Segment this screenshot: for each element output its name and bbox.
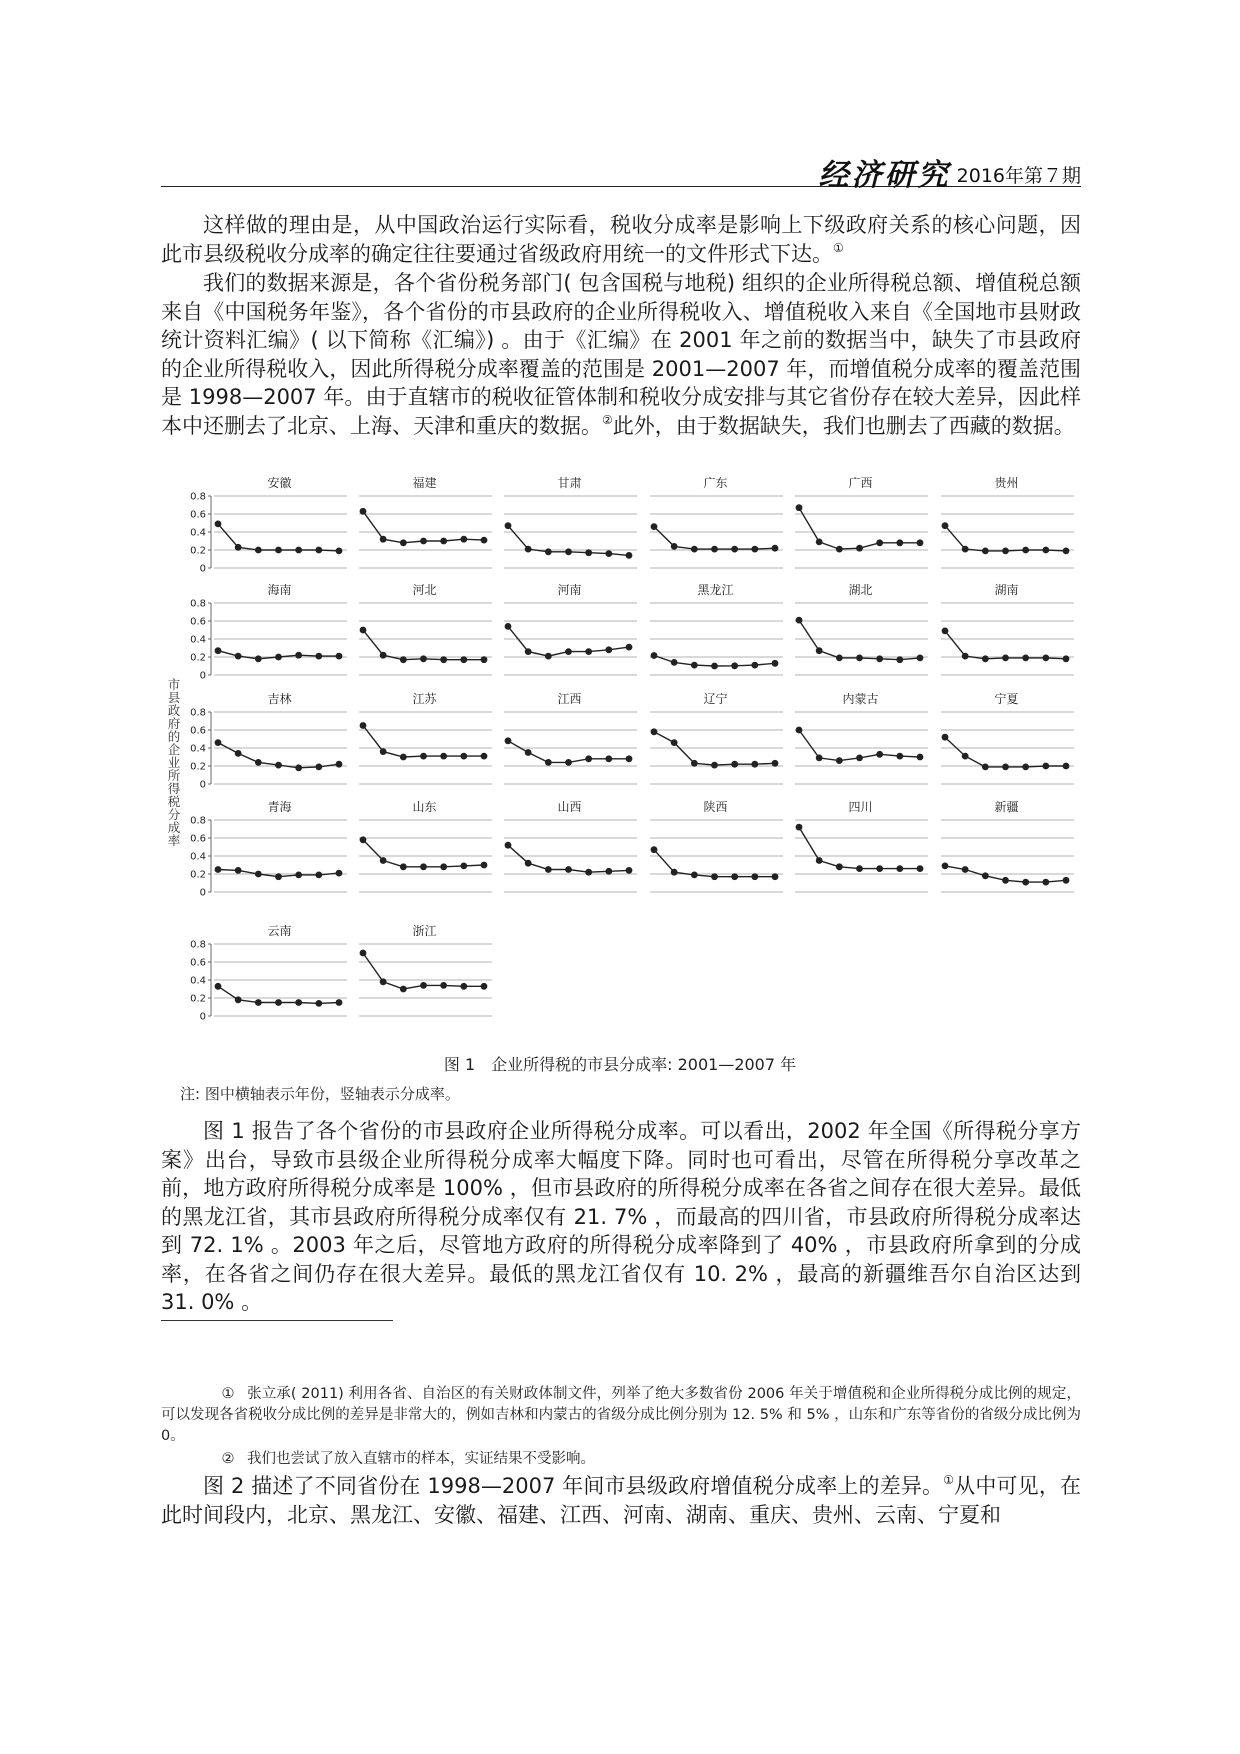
data-point: [380, 652, 387, 659]
data-point: [942, 522, 949, 529]
data-point: [1022, 655, 1029, 662]
chart-panel: [795, 691, 928, 784]
panel-title: 广西: [848, 476, 873, 490]
footnote-mark: ②: [221, 1451, 235, 1467]
y-tick-label: 0.2: [190, 652, 206, 664]
chart-panel: [941, 582, 1074, 675]
data-point: [917, 865, 924, 872]
data-point: [380, 748, 387, 755]
chart-panel: [650, 582, 783, 675]
chart-panel: [650, 475, 783, 568]
data-point: [295, 999, 302, 1006]
chart-panel: [359, 692, 492, 784]
data-point: [896, 753, 903, 760]
y-tick-label: 0.8: [190, 598, 206, 610]
chart-panel: [359, 475, 492, 568]
chart-panel: [190, 582, 347, 682]
data-point: [420, 655, 427, 662]
panel-title: 海南: [267, 583, 292, 597]
data-point: [1042, 655, 1049, 662]
chart-panel: [359, 583, 492, 675]
y-tick-label: 0.2: [190, 993, 206, 1005]
data-point: [315, 1000, 322, 1007]
data-point: [962, 546, 969, 553]
data-point: [836, 757, 843, 764]
paragraph-text: 图 1 报告了各个省份的市县政府企业所得税分成率。可以看出，2002 年全国《所得税分享方案》出台，导致市县级企业所得税分成率大幅度下降。同时也可看出，尽管在所得税分享改革之前，地方政府所得税分成率是 100% ，但市县政府的所得税分成率在各省之间存在很大差异。最低的黑龙江省，其市县政府所得税分成率仅有 21. 7% ，而最高的四川省，市县政府所得税分成率达到 72. 1% 。2003 年之后，尽管地方政府的所得税分成率降到了 40% ，市县政府所拿到的分成率，在各省之间仍存在很大差异。最低的黑龙江省仅有 10. 2% ，最高的新疆维吾尔自治区达到 31. 0% 。: [161, 1119, 1081, 1314]
data-point: [565, 648, 572, 655]
y-tick-label: 0.4: [190, 851, 206, 863]
data-point: [420, 753, 427, 760]
data-point: [651, 728, 658, 735]
footnote-text: 张立承( 2011) 利用各省、自治区的有关财政体制文件，列举了绝大多数省份 2006 年关于增值税和企业所得税分成比例的规定，可以发现各省税收分成比例的差异是非常大的，例如吉林和内蒙古的省级分成比例分别为 12. 5% 和 5% ，山东和广东等省份的省级分成比例为 0。: [161, 1386, 1081, 1444]
data-point: [816, 857, 823, 864]
data-point: [836, 655, 843, 662]
data-point: [856, 545, 863, 552]
data-point: [731, 662, 738, 669]
y-tick-label: 0.8: [190, 815, 206, 827]
data-point: [440, 753, 447, 760]
panel-title: 陕西: [703, 800, 728, 814]
y-tick-label: 0.8: [190, 707, 206, 719]
data-point: [856, 755, 863, 762]
panel-title: 云南: [267, 924, 292, 938]
figure-small-multiples: [160, 470, 1080, 1020]
data-point: [605, 550, 612, 557]
data-point: [585, 755, 592, 762]
data-point: [876, 865, 883, 872]
data-point: [982, 764, 989, 771]
data-point: [691, 872, 698, 879]
body-paragraph-3: [161, 1117, 1081, 1317]
data-point: [360, 722, 367, 729]
data-point: [1063, 655, 1070, 662]
data-point: [605, 868, 612, 875]
data-point: [942, 628, 949, 635]
y-tick-label: 0.8: [190, 939, 206, 951]
figure-note: 注: 图中横轴表示年份，竖轴表示分成率。: [180, 1085, 460, 1103]
chart-panel: [650, 692, 783, 784]
data-point: [525, 860, 532, 867]
data-point: [836, 546, 843, 553]
data-point: [942, 863, 949, 870]
panel-title: 内蒙古: [842, 692, 879, 706]
chart-panel: [795, 582, 928, 675]
panel-title: 河北: [412, 583, 437, 597]
data-point: [671, 659, 678, 666]
data-point: [651, 652, 658, 659]
data-point: [275, 654, 282, 661]
data-point: [917, 655, 924, 662]
data-point: [460, 863, 467, 870]
data-point: [731, 873, 738, 880]
data-point: [295, 872, 302, 879]
data-point: [711, 663, 718, 670]
y-tick-label: 0.2: [190, 869, 206, 881]
data-point: [235, 996, 242, 1003]
data-point: [982, 872, 989, 879]
chart-panel: [795, 800, 928, 892]
footnote-text: 我们也尝试了放入直辖市的样本，实证结果不受影响。: [247, 1451, 595, 1467]
panel-title: 黑龙江: [697, 583, 734, 597]
y-tick-label: 0.4: [190, 527, 206, 539]
data-point: [711, 546, 718, 553]
data-point: [215, 647, 222, 654]
data-point: [796, 727, 803, 734]
data-point: [360, 627, 367, 634]
data-point: [917, 539, 924, 546]
data-point: [1002, 548, 1009, 555]
data-point: [295, 547, 302, 554]
data-point: [505, 737, 512, 744]
chart-panel: [190, 923, 347, 1020]
data-point: [772, 660, 779, 667]
data-point: [772, 545, 779, 552]
panel-title: 甘肃: [557, 476, 582, 490]
data-point: [400, 754, 407, 761]
panel-title: 江苏: [412, 692, 437, 706]
data-point: [626, 755, 633, 762]
data-point: [816, 539, 823, 546]
y-tick-label: 0.4: [190, 743, 206, 755]
chart-panel: [504, 692, 637, 784]
data-point: [856, 655, 863, 662]
data-point: [585, 549, 592, 556]
y-tick-label: 0: [199, 563, 206, 575]
data-point: [565, 866, 572, 873]
data-point: [1063, 763, 1070, 770]
data-point: [380, 857, 387, 864]
data-point: [585, 869, 592, 876]
data-point: [876, 539, 883, 546]
panel-title: 山东: [412, 800, 437, 814]
data-point: [917, 754, 924, 761]
data-point: [545, 548, 552, 555]
data-point: [315, 653, 322, 660]
chart-panel: [190, 691, 347, 791]
data-point: [691, 662, 698, 669]
y-tick-label: 0.6: [190, 725, 206, 737]
data-point: [460, 753, 467, 760]
data-point: [460, 536, 467, 543]
data-point: [545, 653, 552, 660]
data-point: [380, 536, 387, 543]
data-point: [380, 978, 387, 985]
data-point: [896, 539, 903, 546]
panel-title: 山西: [557, 800, 582, 814]
data-point: [896, 865, 903, 872]
journal-issue: 2016年第７期: [956, 165, 1081, 187]
panel-title: 广东: [703, 476, 728, 490]
panel-title: 吉林: [267, 692, 292, 706]
data-point: [336, 761, 343, 768]
panel-title: 浙江: [412, 924, 437, 938]
y-tick-label: 0.6: [190, 833, 206, 845]
panel-title: 湖南: [994, 583, 1019, 597]
panel-title: 新疆: [994, 800, 1019, 814]
y-tick-label: 0: [199, 779, 206, 791]
figure-y-axis-label: 市县政府的企业所得税分成率: [167, 677, 181, 848]
data-point: [982, 655, 989, 662]
panel-title: 青海: [267, 800, 292, 814]
data-point: [651, 523, 658, 530]
data-point: [751, 761, 758, 768]
data-point: [315, 764, 322, 771]
data-point: [711, 762, 718, 769]
chart-panel: [359, 800, 492, 892]
data-point: [796, 824, 803, 831]
y-tick-label: 0: [199, 670, 206, 682]
y-tick-label: 0.8: [190, 491, 206, 503]
paragraph-text: 图 2 描述了不同省份在 1998—2007 年间市县级政府增值税分成率上的差异。: [203, 1474, 944, 1498]
y-tick-label: 0.6: [190, 509, 206, 521]
data-point: [626, 644, 633, 651]
data-point: [962, 866, 969, 873]
data-point: [605, 646, 612, 653]
journal-logo: 经济研究: [818, 158, 951, 193]
data-point: [336, 548, 343, 555]
panel-title: 宁夏: [994, 692, 1019, 706]
data-point: [235, 544, 242, 551]
journal-title: [819, 150, 1081, 194]
data-point: [525, 749, 532, 756]
data-point: [651, 846, 658, 853]
chart-panel: [941, 800, 1074, 892]
data-point: [460, 983, 467, 990]
chart-panel: [941, 692, 1074, 784]
data-point: [711, 873, 718, 880]
data-point: [315, 547, 322, 554]
data-point: [545, 759, 552, 766]
data-point: [731, 546, 738, 553]
series-line: [945, 737, 1066, 767]
footnote-2: [161, 1449, 1081, 1470]
y-tick-label: 0.2: [190, 761, 206, 773]
data-point: [255, 655, 262, 662]
data-point: [336, 999, 343, 1006]
data-point: [731, 761, 738, 768]
data-point: [400, 863, 407, 870]
data-point: [962, 653, 969, 660]
data-point: [772, 873, 779, 880]
data-point: [460, 656, 467, 663]
body-paragraph-2: [161, 269, 1081, 440]
data-point: [360, 508, 367, 515]
series-line: [799, 620, 920, 660]
data-point: [295, 764, 302, 771]
y-tick-label: 0: [199, 887, 206, 899]
data-point: [751, 873, 758, 880]
panel-title: 贵州: [994, 476, 1019, 490]
data-point: [215, 866, 222, 873]
data-point: [215, 983, 222, 990]
y-tick-label: 0: [199, 1011, 206, 1020]
data-point: [796, 617, 803, 624]
data-point: [816, 755, 823, 762]
series-line: [654, 732, 775, 765]
data-point: [440, 656, 447, 663]
body-paragraph-1: [161, 211, 1081, 268]
data-point: [420, 982, 427, 989]
data-point: [360, 950, 367, 957]
data-point: [816, 647, 823, 654]
footnote-ref[interactable]: ①: [833, 240, 844, 255]
data-point: [836, 863, 843, 870]
chart-panel: [650, 799, 783, 892]
data-point: [255, 759, 262, 766]
data-point: [1042, 547, 1049, 554]
data-point: [942, 734, 949, 741]
panel-title: 福建: [412, 476, 437, 490]
data-point: [481, 753, 488, 760]
data-point: [691, 760, 698, 767]
data-point: [585, 648, 592, 655]
data-point: [235, 750, 242, 757]
data-point: [400, 986, 407, 993]
data-point: [481, 983, 488, 990]
data-point: [876, 655, 883, 662]
data-point: [982, 548, 989, 555]
data-point: [505, 522, 512, 529]
data-point: [275, 999, 282, 1006]
chart-panel: [504, 475, 637, 568]
data-point: [671, 543, 678, 550]
footnote-divider: [161, 1320, 393, 1321]
data-point: [440, 538, 447, 545]
data-point: [1063, 548, 1070, 555]
data-point: [691, 546, 698, 553]
data-point: [255, 999, 262, 1006]
data-point: [400, 656, 407, 663]
data-point: [420, 863, 427, 870]
paragraph-text: 我们的数据来源是，各个省份税务部门( 包含国税与地税) 组织的企业所得税总额、增值税总额来自《中国税务年鉴》，各个省份的市县政府的企业所得税收入、增值税收入来自《全国地市县财政统计资料汇编》( 以下简称《汇编》) 。由于《汇编》在 2001 年之前的数据当中，缺失了市县政府的企业所得税收入，因此所得税分成率覆盖的范围是 2001—2007 年，而增值税分成率的覆盖范围是 1998—2007 年。由于直辖市的税收征管体制和税收分成安排与其它省份存在较大差异，因此样本中还删去了北京、上海、天津和重庆的数据。: [161, 271, 1081, 438]
data-point: [315, 872, 322, 879]
data-point: [1002, 877, 1009, 884]
panel-title: 湖北: [848, 583, 873, 597]
data-point: [671, 869, 678, 876]
data-point: [275, 762, 282, 769]
panel-title: 四川: [848, 800, 873, 814]
y-tick-label: 0.4: [190, 634, 206, 646]
data-point: [565, 759, 572, 766]
data-point: [440, 863, 447, 870]
paragraph-text: 此外，由于数据缺失，我们也删去了西藏的数据。: [612, 413, 1075, 438]
data-point: [420, 538, 427, 545]
data-point: [1002, 655, 1009, 662]
data-point: [856, 865, 863, 872]
data-point: [481, 537, 488, 544]
footnote-mark: ①: [221, 1386, 235, 1402]
footnote-ref[interactable]: ②: [602, 412, 613, 427]
data-point: [440, 982, 447, 989]
panel-title: 江西: [557, 692, 582, 706]
footnote-ref[interactable]: ①: [943, 1473, 955, 1487]
data-point: [876, 751, 883, 758]
page-header: [161, 146, 1081, 193]
chart-panel: [504, 800, 637, 892]
chart-panel: [504, 582, 637, 675]
data-point: [235, 867, 242, 874]
y-tick-label: 0.4: [190, 975, 206, 987]
data-point: [275, 873, 282, 880]
data-point: [896, 656, 903, 663]
data-point: [626, 552, 633, 559]
data-point: [605, 755, 612, 762]
footnote-1: [161, 1384, 1081, 1447]
panel-title: 安徽: [267, 476, 292, 490]
data-point: [1002, 764, 1009, 771]
data-point: [1063, 877, 1070, 884]
y-tick-label: 0.6: [190, 957, 206, 969]
y-tick-label: 0.6: [190, 616, 206, 628]
chart-panel: [359, 923, 492, 1016]
data-point: [525, 546, 532, 553]
data-point: [215, 739, 222, 746]
chart-panel: [190, 799, 347, 899]
body-paragraph-4: [161, 1472, 1081, 1529]
figure-caption: 图 1 企业所得税的市县分成率: 2001—2007 年: [443, 1055, 797, 1074]
paragraph-text: 从中可见，在此时间段内，北京、黑龙江、安徽、福建、江西、河南、湖南、重庆、贵州、云南、宁夏和: [161, 1474, 1082, 1527]
data-point: [751, 546, 758, 553]
data-point: [481, 862, 488, 869]
data-point: [336, 870, 343, 877]
data-point: [545, 866, 552, 873]
data-point: [255, 871, 262, 878]
data-point: [962, 753, 969, 760]
data-point: [505, 842, 512, 849]
data-point: [400, 539, 407, 546]
data-point: [235, 653, 242, 660]
panel-title: 辽宁: [703, 692, 728, 706]
data-point: [336, 653, 343, 660]
data-point: [360, 836, 367, 843]
data-point: [1022, 547, 1029, 554]
data-point: [215, 521, 222, 528]
data-point: [1042, 879, 1049, 886]
data-point: [565, 548, 572, 555]
y-tick-label: 0.2: [190, 545, 206, 557]
paragraph-text: 这样做的理由是，从中国政治运行实际看，税收分成率是影响上下级政府关系的核心问题，因此市县级税收分成率的确定往往要通过省级政府用统一的文件形式下达。: [161, 213, 1081, 266]
chart-panel: [190, 475, 347, 575]
data-point: [751, 662, 758, 669]
data-point: [481, 656, 488, 663]
data-point: [525, 648, 532, 655]
data-point: [1042, 763, 1049, 770]
data-point: [295, 652, 302, 659]
data-point: [1022, 879, 1029, 886]
data-point: [796, 504, 803, 511]
data-point: [1022, 764, 1029, 771]
data-point: [772, 760, 779, 767]
panel-title: 河南: [557, 583, 582, 597]
data-point: [671, 739, 678, 746]
chart-panel: [941, 475, 1074, 568]
data-point: [275, 547, 282, 554]
data-point: [626, 867, 633, 874]
data-point: [255, 547, 262, 554]
data-point: [505, 623, 512, 630]
chart-panel: [795, 475, 928, 568]
